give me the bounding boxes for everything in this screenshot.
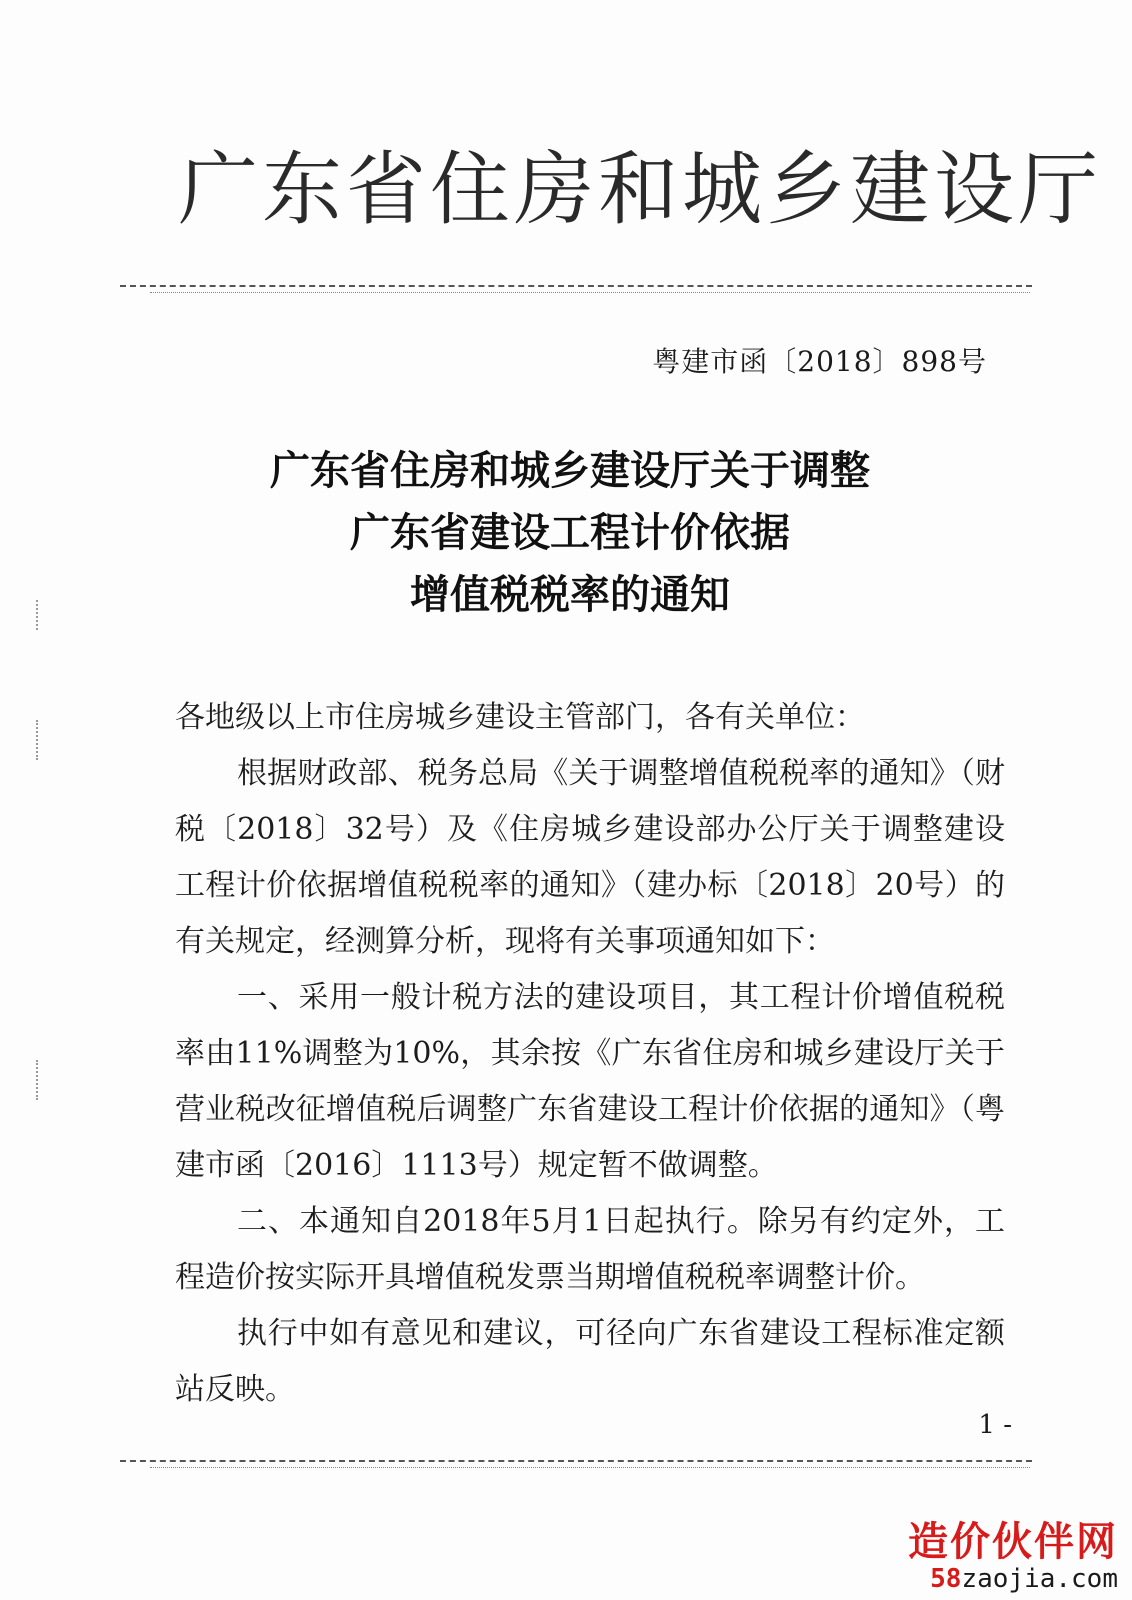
salutation: 各地级以上市住房城乡建设主管部门，各有关单位： (175, 700, 865, 735)
watermark-url (908, 1566, 1118, 1592)
item-one: 一、采用一般计税方法的建设项目，其工程计价增值税税率由11%调整为10%，其余按《广东省住房和城乡建设厅关于营业税改征增值税后调整广东省建设工程计价依据的通知》（粤建市函〔2016〕1113号）规定暂不做调整。 (175, 980, 1005, 1183)
item-two: 二、本通知自2018年5月1日起执行。除另有约定外，工程造价按实际开具增值税发票当期增值税税率调整计价。 (175, 1204, 1005, 1295)
title-line-1: 广东省住房和城乡建设厅关于调整 (270, 448, 870, 494)
scan-speck (36, 1060, 46, 1100)
site-watermark (908, 1518, 1118, 1594)
footer-divider-secondary (150, 1467, 1030, 1468)
scan-speck (36, 720, 46, 760)
footer-divider (120, 1460, 1032, 1462)
title-line-2: 广东省建设工程计价依据 (350, 510, 790, 556)
title-line-3: 增值税税率的通知 (410, 572, 730, 618)
letterhead-divider-top (120, 285, 1032, 287)
page-number: 1 - (978, 1410, 1012, 1440)
letterhead-divider-top-secondary (150, 292, 1030, 293)
closing-paragraph: 执行中如有意见和建议，可径向广东省建设工程标准定额站反映。 (175, 1316, 1005, 1407)
document-body (175, 690, 1005, 1418)
document-number: 粤建市函〔2018〕898号 (652, 345, 987, 378)
watermark-site-name: 造价伙伴网 (908, 1518, 1118, 1565)
document-title (180, 440, 960, 626)
scan-speck (36, 600, 46, 630)
letterhead-agency-name: 广东省住房和城乡建设厅 (178, 143, 1102, 236)
watermark-url-suffix: zaojia.com (961, 1564, 1118, 1594)
paragraph-basis: 根据财政部、税务总局《关于调整增值税税率的通知》（财税〔2018〕32号）及《住房城乡建设部办公厅关于调整建设工程计价依据增值税税率的通知》（建办标〔2018〕20号）的有关规定，经测算分析，现将有关事项通知如下： (175, 756, 1005, 959)
watermark-url-prefix: 58 (930, 1564, 962, 1594)
